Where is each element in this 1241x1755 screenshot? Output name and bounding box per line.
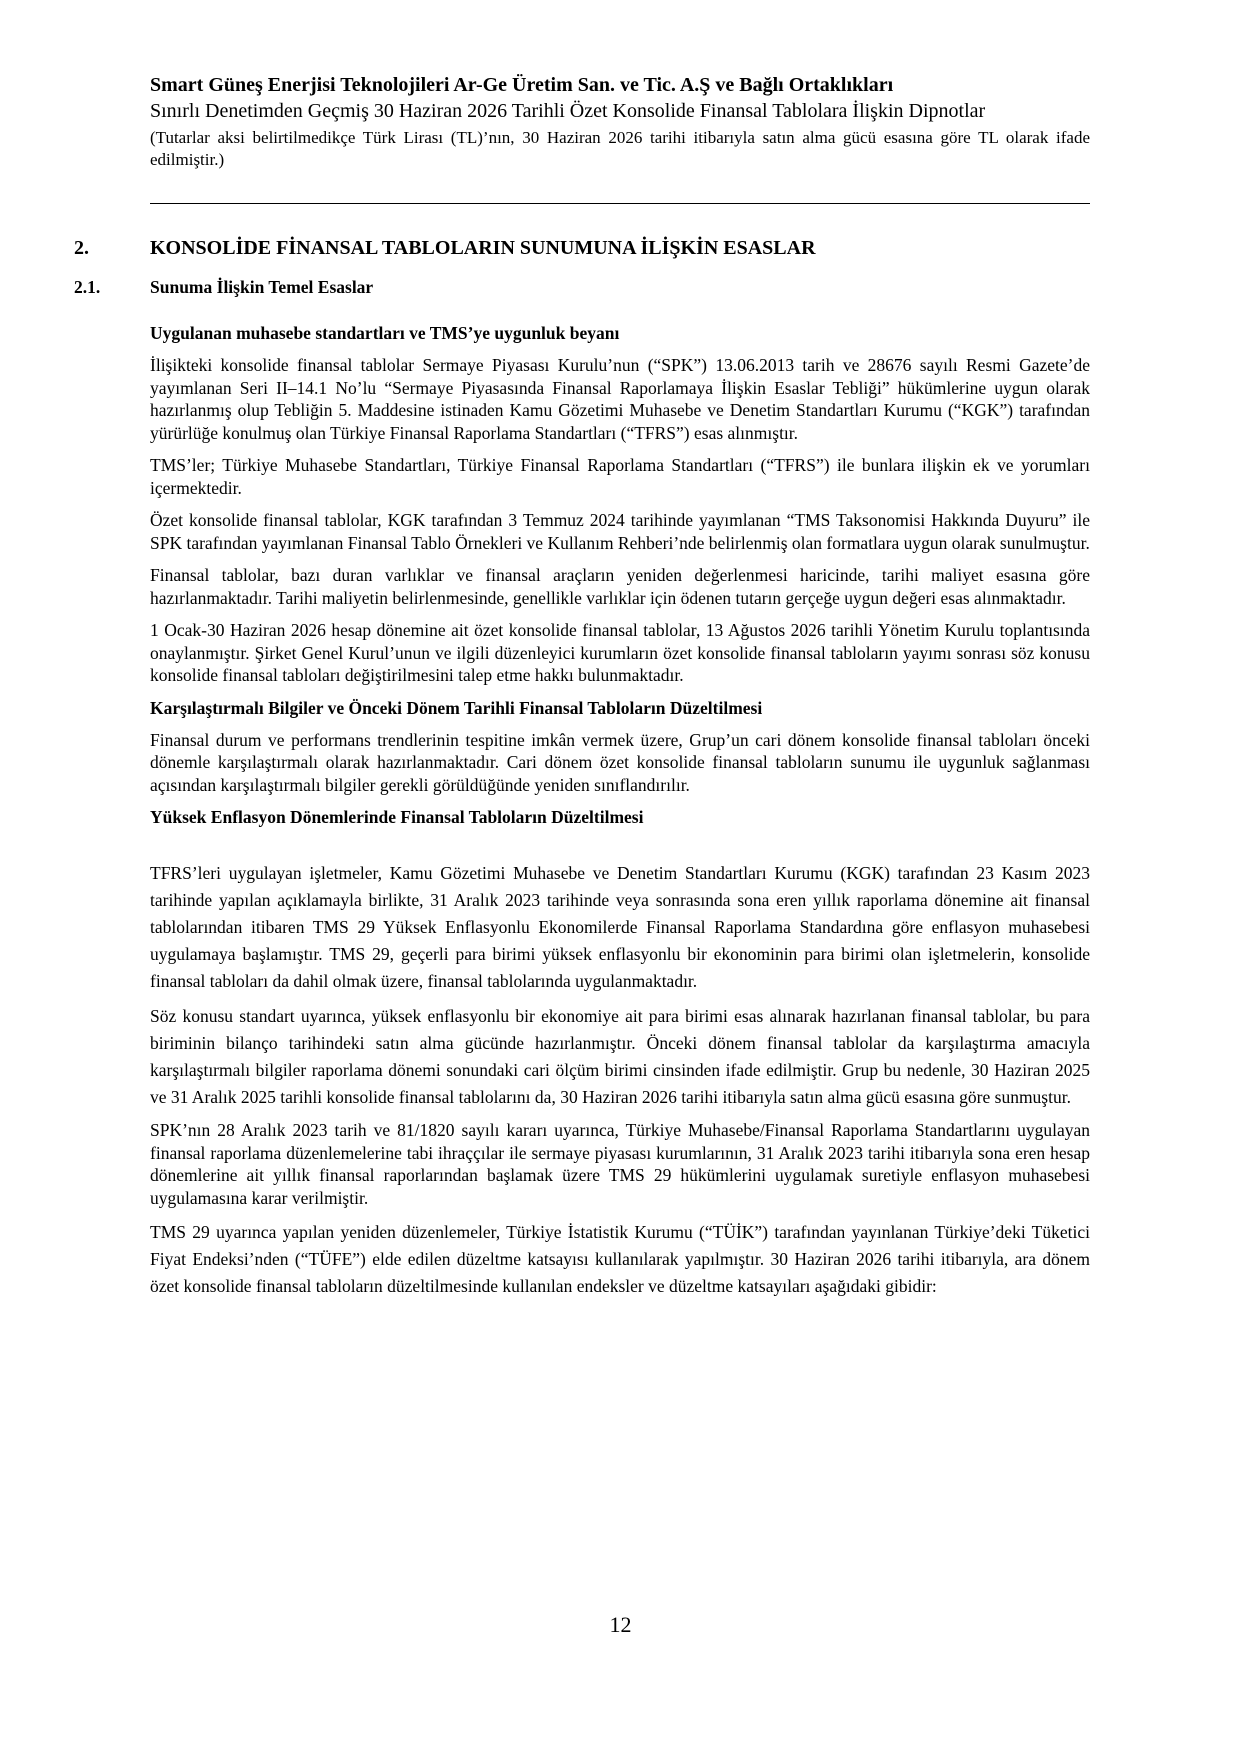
page-number: 12 [609, 1612, 632, 1637]
paragraph: SPK’nın 28 Aralık 2023 tarih ve 81/1820 sayılı kararı uyarınca, Türkiye Muhasebe/Finansal Raporlama Standartlarını uygulayan finansal raporlama düzenlemelerine tabi ihraççılar ile sermaye piyasası kurumlarının, 31 Aralık 2023 tarihi itibarıyla sona eren hesap dönemlerine ait yıllık finansal raporlarından başlamak üzere TMS 29 hükümlerini uygulamak suretiyle enflasyon muhasebesi uygulamasına karar verilmiştir. [150, 1120, 1090, 1208]
section-number: 2. [74, 237, 89, 259]
company-name: Smart Güneş Enerjisi Teknolojileri Ar-Ge Üretim San. ve Tic. A.Ş ve Bağlı Ortaklıkları [150, 74, 894, 96]
block-heading: Yüksek Enflasyon Dönemlerinde Finansal Tabloların Düzeltilmesi [150, 807, 644, 827]
header-divider [150, 203, 1090, 204]
page-header [150, 72, 1090, 171]
subsection-title: Sunuma İlişkin Temel Esaslar [150, 277, 374, 297]
spacer [150, 838, 1090, 860]
paragraph: Finansal tablolar, bazı duran varlıklar ve finansal araçların yeniden değerlenmesi haricinde, tarihi maliyet esasına göre hazırlanmaktadır. Tarihi maliyetin belirlenmesinde, genellikle varlıklar için ödenen tutarın gerçeğe uygun değeri esas alınmaktadır. [150, 565, 1090, 608]
block-heading: Uygulanan muhasebe standartları ve TMS’ye uygunluk beyanı [150, 323, 620, 343]
paragraph: TFRS’leri uygulayan işletmeler, Kamu Gözetimi Muhasebe ve Denetim Standartları Kurumu (KGK) tarafından 23 Kasım 2023 tarihinde yapılan açıklamayla birlikte, 31 Aralık 2023 tarihinde veya sonrasında sona eren yıllık raporlama dönemine ait finansal tablolarından itibaren TMS 29 Yüksek Enflasyonlu Ekonomilerde Finansal Raporlama Standardına göre enflasyon muhasebesi uygulamaya başlamıştır. TMS 29, geçerli para birimi yüksek enflasyonlu bir ekonominin para birimi olan işletmelerin, konsolide finansal tabloları da dahil olmak üzere, finansal tablolarında uygulanmaktadır. [150, 863, 1090, 991]
paragraph: TMS’ler; Türkiye Muhasebe Standartları, Türkiye Finansal Raporlama Standartları (“TFRS”) ile bunlara ilişkin ek ve yorumları içermektedir. [150, 455, 1090, 498]
paragraph: Özet konsolide finansal tablolar, KGK tarafından 3 Temmuz 2024 tarihinde yayımlanan “TMS Taksonomisi Hakkında Duyuru” ile SPK tarafından yayımlanan Finansal Tablo Örnekleri ve Kullanım Rehberi’nde belirlenmiş olan formatlara uygun olarak sunulmuştur. [150, 510, 1090, 553]
document-body [150, 322, 1090, 1308]
paragraph: İlişikteki konsolide finansal tablolar Sermaye Piyasası Kurulu’nun (“SPK”) 13.06.2013 tarih ve 28676 sayılı Resmi Gazete’de yayımlanan Seri II–14.1 No’lu “Sermaye Piyasasında Finansal Raporlamaya İlişkin Esaslar Tebliği” hükümlerine uygun olarak hazırlanmış olup Tebliğin 5. Maddesine istinaden Kamu Gözetimi Muhasebe ve Denetim Standartları Kurumu (“KGK”) tarafından yürürlüğe konulmuş olan Türkiye Finansal Raporlama Standartları (“TFRS”) esas alınmıştır. [150, 355, 1090, 443]
paragraph: Finansal durum ve performans trendlerinin tespitine imkân vermek üzere, Grup’un cari dönem konsolide finansal tabloları önceki dönemle karşılaştırmalı olarak hazırlanmaktadır. Cari dönem özet konsolide finansal tabloların sunumu ile uygunluk sağlanması açısından karşılaştırmalı bilgiler gerekli görüldüğünde yeniden sınıflandırılır. [150, 729, 1090, 795]
block-heading: Karşılaştırmalı Bilgiler ve Önceki Dönem Tarihli Finansal Tabloların Düzeltilmesi [150, 697, 763, 718]
report-subtitle: Sınırlı Denetimden Geçmiş 30 Haziran 2026 Tarihli Özet Konsolide Finansal Tablolara İlişkin Dipnotlar [150, 100, 986, 122]
currency-note: (Tutarlar aksi belirtilmedikçe Türk Lirası (TL)’nın, 30 Haziran 2026 tarihi itibarıyla satın alma gücü esasına göre TL olarak ifade edilmiştir.) [150, 128, 1090, 169]
section-title: KONSOLİDE FİNANSAL TABLOLARIN SUNUMUNA İLİŞKİN ESASLAR [150, 237, 816, 259]
subsection-number: 2.1. [74, 277, 101, 297]
paragraph: Söz konusu standart uyarınca, yüksek enflasyonlu bir ekonomiye ait para birimi esas alınarak hazırlanan finansal tablolar, bu para biriminin bilanço tarihindeki satın alma gücünde hazırlanmıştır. Önceki dönem finansal tablolar da karşılaştırma amacıyla karşılaştırmalı bilgiler raporlama dönemi sonundaki cari ölçüm birimi cinsinden ifade edilmiştir. Grup bu nedenle, 30 Haziran 2025 ve 31 Aralık 2025 tarihli konsolide finansal tablolarını da, 30 Haziran 2026 tarihi itibarıyla satın alma gücü esasına göre sunmuştur. [150, 1006, 1090, 1107]
paragraph: TMS 29 uyarınca yapılan yeniden düzenlemeler, Türkiye İstatistik Kurumu (“TÜİK”) tarafından yayınlanan Türkiye’deki Tüketici Fiyat Endeksi’nden (“TÜFE”) elde edilen düzeltme katsayısı kullanılarak yapılmıştır. 30 Haziran 2026 tarihi itibarıyla, ara dönem özet konsolide finansal tabloların düzeltilmesinde kullanılan endeksler ve düzeltme katsayıları aşağıdaki gibidir: [150, 1222, 1090, 1296]
paragraph: 1 Ocak-30 Haziran 2026 hesap dönemine ait özet konsolide finansal tablolar, 13 Ağustos 2026 tarihli Yönetim Kurulu toplantısında onaylanmıştır. Şirket Genel Kurul’unun ve ilgili düzenleyici kurumların özet konsolide finansal tabloların yayımı sonrası söz konusu konsolide finansal tabloları değiştirilmesini talep etme hakkı bulunmaktadır. [150, 620, 1090, 685]
